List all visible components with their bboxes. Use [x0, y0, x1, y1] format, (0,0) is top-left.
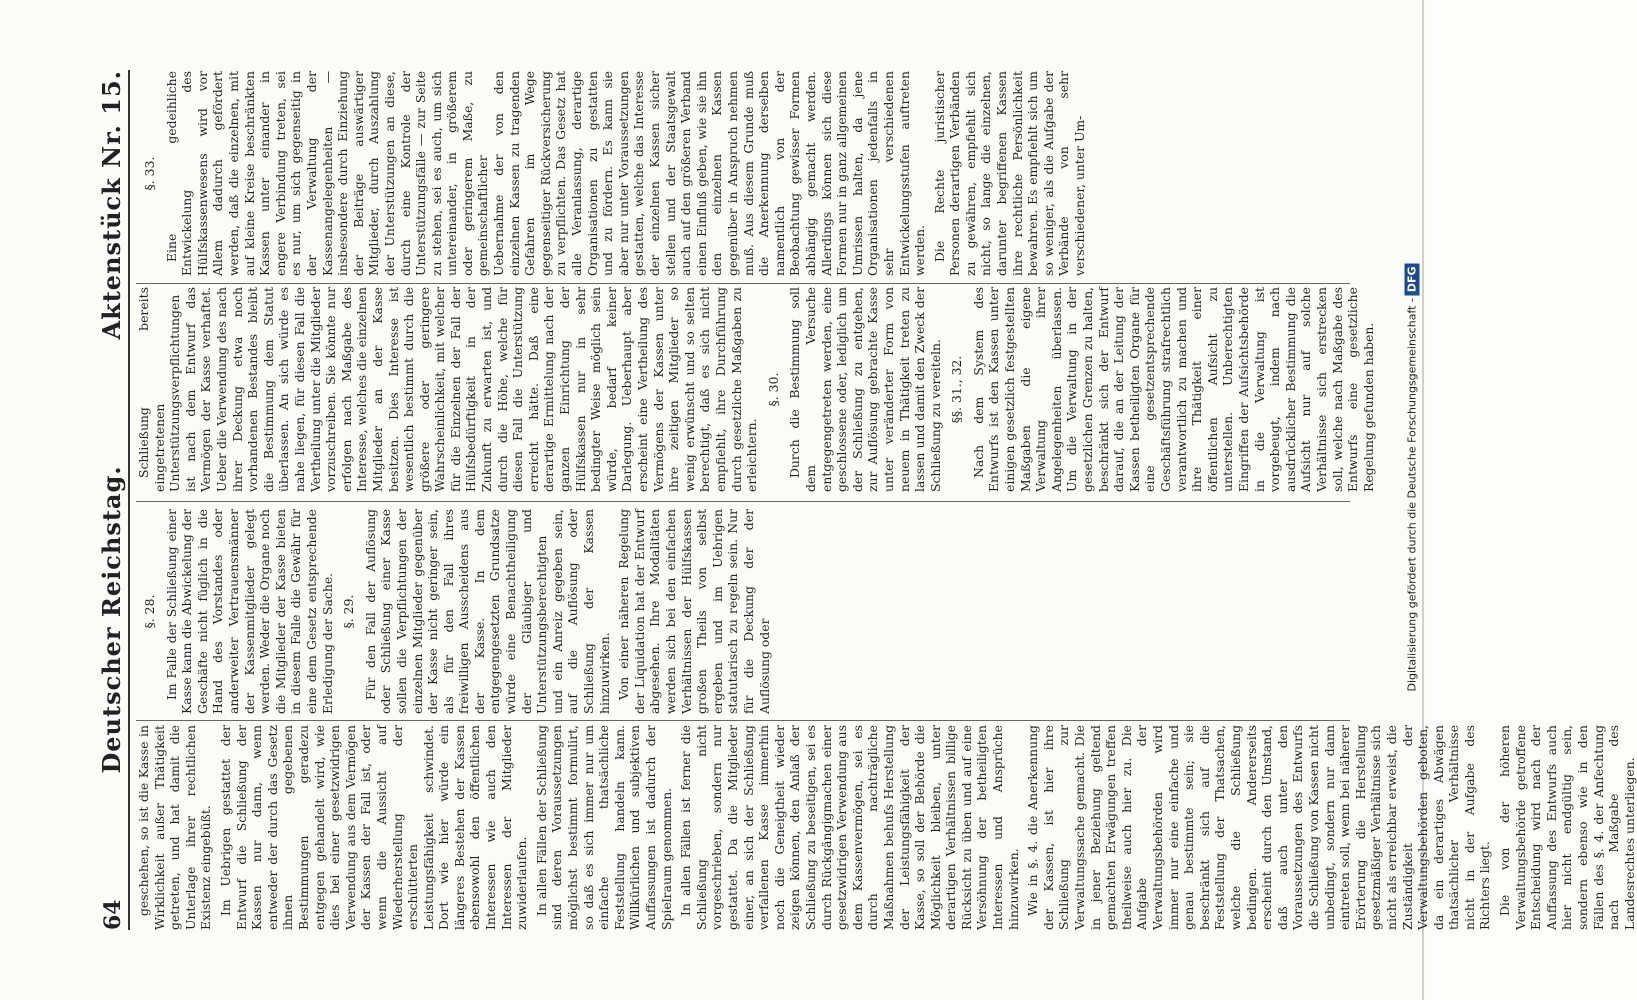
document-title: Aktenstück Nr. 15. [97, 70, 126, 340]
paragraph: Wie in §. 4. die Anerkennung der Kassen, ist hier ihre Schließung zur Verwaltungssache gemacht. Die in jener Beziehung geltend gemachten Erwägungen treffen theilweise auch hier zu. Die Aufgabe der Verwaltungsbehörden wird immer nur eine einfache und genau bestimmte sein; sie beschränkt sich auf die Feststellung der Thatsachen, welche die Schließung bedingen. Andererseits erscheint durch den Umstand, daß auch unter den Voraussetzungen des Entwurfs die Schließung von Kassen nicht unbedingt, sondern nur dann eintreten soll, wenn bei näherer Erörterung die Herstellung gesetzmäßiger Verhältnisse sich nicht als erreichbar erweist, die Zuständigkeit der Verwaltungsbehörden geboten, da ein derartiges Abwägen thatsächlicher Verhältnisse nicht in der Aufgabe des Richters liegt. [1025, 725, 1493, 930]
digitization-note [1405, 266, 1419, 692]
paragraph: Von einer näheren Regelung der Liquidation hat der Entwurf abgesehen. Ihre Modalitäten werden sich bei den einfachen Verhältnissen der Hülfskassen großen Theils von selbst ergeben und im Uebrigen statutarisch zu regeln sein. Nur für die Deckung der der Auflösung oder [616, 509, 772, 714]
paragraph: Durch die Bestimmung soll dem Versuche entgegengetreten werden, eine geschlossene oder, lediglich um der Schließung zu entgehen, zur Auflösung gebrachte Kasse unter veränderter Form von neuem in Thätigkeit treten zu lassen und damit den Zweck der Schließung zu vereiteln. [787, 287, 943, 492]
paragraph: Nach dem System des Entwurfs ist den Kassen unter einigen gesetzlich festgestellten Maßgaben die eigene Verwaltung ihrer Angelegenheiten überlassen. Um die Verwaltung in der gesetzlichen Grenzen zu halten, beschränkt sich der Entwurf darauf, die an der Leitung der Kassen betheiligten Organe für eine gesetzentsprechende Geschäftsführung strafrechtlich verantwortlich zu machen und ihre Thätigkeit einer öffentlichen Aufsicht zu unterstellen. Unberechtigten Eingriffen der Aufsichtsbehörde in die Verwaltung ist vorgebeugt, indem nach ausdrücklicher Bestimmung die Aufsicht nur auf solche Verhältnisse sich erstrecken soll, welche nach Maßgabe des Entwurfs eine gesetzliche Regelung gefunden haben. [970, 287, 1376, 492]
page-header [80, 70, 126, 930]
section-heading: §. 30. [765, 372, 781, 407]
column-divider [136, 283, 1350, 284]
section-heading: §. 33. [142, 156, 157, 191]
section-heading: §§. 31., 32. [949, 355, 965, 424]
paragraph: Die Rechte juristischer Personen derartigen Verbänden zu gewähren, empfiehlt sich nicht, so lange die einzelnen, darunter begriffenen Kassen ihre rechtliche Persönlichkeit bewahren. Es empfiehlt sich um so weniger, als die Aufgabe der Verbände von sehr verschiedener, unter Um- [931, 71, 1088, 276]
text-column-2 [136, 509, 1350, 714]
digitization-text: Digitalisierung gefördert durch die Deutsche Forschungsgemeinschaft - [1405, 298, 1419, 692]
paragraph: Für den Fall der Auflösung oder Schließung einer Kasse sollen die Verpflichtungen der einzelnen Mitglieder gegenüber der Kasse nicht geringer sein, als für den Fall ihres freiwilligen Ausscheidens aus der Kasse. In dem entgegengesetzten Grundsatze würde eine Benachtheiligung der Gläubiger und Unterstützungsberechtigten und ein Anreiz gegeben sein, auf die Auflösung oder Schließung der Kassen hinzuwirken. [362, 509, 612, 714]
text-column-3 [136, 287, 1376, 492]
paragraph: Im Falle der Schließung einer Kasse kann die Abwickelung der Geschäfte nicht füglich in die Hand des Vorstandes oder anderweiter Vertrauensmänner der Kassenmitglieder gelegt werden. Weder die Organe noch die Mitglieder der Kasse bieten in diesem Falle die Gewähr für eine dem Gesetz entsprechende Erledigung der Sache. [163, 509, 335, 714]
page-number: 64 [100, 899, 126, 930]
section-heading: §. 29. [341, 594, 357, 629]
column-divider [136, 720, 1350, 721]
section-heading: §. 28. [142, 594, 157, 629]
paragraph: Die von der höheren Verwaltungsbehörde getroffene Entscheidung wird nach der Auffassung des Entwurfs auch hier nicht endgültig sein, sondern ebenso wie in den Fällen des §. 4. der Anfechtung nach Maßgabe des Landesrechtes unterliegen. [1497, 725, 1637, 930]
text-column-4 [136, 71, 1350, 276]
paragraph: In allen Fällen der Schließung sind deren Voraussetzungen möglichst bestimmt formulirt, so daß es sich immer nur um einfache thatsächliche Feststellung handeln kann. Willkürlichen und subjektiven Auffassungen ist dadurch der Spielraum genommen. [533, 725, 674, 930]
header-rule [128, 70, 130, 930]
paragraph: Schließung bereits eingetretenen Unterstützungsverpflichtungen ist nach dem Entwurf das Vermögen der Kasse verhaftet. Ueber die Verwendung des nach ihrer Deckung etwa noch vorhandenen Bestandes bleibt die Bestimmung dem Statut überlassen. An sich würde es nahe liegen, für diesen Fall die Vertheilung unter die Mitglieder vorzuschreiben. Sie könnte nur erfolgen nach Maßgabe des Interesse, welches die einzelnen Mitglieder an der Kasse besitzen. Dies Interesse ist wesentlich bestimmt durch die größere oder geringere Wahrscheinlichkeit, mit welcher für die Einzelnen der Fall der Hülfsbedürftigkeit in der Zukunft zu erwarten ist, und durch die Höhe, welche für diesen Fall die Unterstützung erreicht hätte. Daß eine derartige Ermittelung nach der ganzen Einrichtung der Hülfskassen nur in sehr bedingter Weise möglich sein würde, bedarf keiner Darlegung. Ueberhaupt aber erscheint eine Vertheilung des Vermögens der Kassen unter ihre zeitigen Mitglieder so wenig erwünscht und so selten berechtigt, daß es sich nicht empfiehlt, ihre Durchführung durch gesetzliche Maßgaben zu erleichtern. [136, 287, 760, 492]
paragraph: Eine gedeihliche Entwickelung des Hülfskassenwesens wird vor Allem dadurch gefördert werden, daß die einzelnen, mit auf kleine Kreise beschränkten Kassen unter einander in engere Verbindung treten, sei es nur, um sich gegenseitig in der Verwaltung der Kassenangelegenheiten — insbesondere durch Einziehung der Beiträge auswärtiger Mitglieder, durch Auszahlung der Unterstützungen an diese, durch eine Kontrole der Unterstützungsfälle — zur Seite zu stehen, sei es auch, um sich untereinander, in größerem oder geringerem Maße, zu gemeinschaftlicher Uebernahme der von den einzelnen Kassen zu tragenden Gefahren im Wege gegenseitiger Rückversicherung zu verpflichten. Das Gesetz hat alle Veranlassung, derartige Organisationen zu gestatten und zu fördern. Es kann sie aber nur unter Voraussetzungen gestatten, welche das Interesse der einzelnen Kassen sicher stellen und der Staatsgewalt auch auf den größeren Verband einen Einfluß geben, wie sie ihn den einzelnen Kassen gegenüber in Anspruch nehmen muß. Aus diesem Grunde muß die Anerkennung derselben namentlich von der Beobachtung gewisser Formen abhängig gemacht werden. Allerdings können sich diese Formen nur in ganz allgemeinen Umrissen halten, da jene Organisationen jedenfalls in sehr verschiedenen Entwickelungsstufen auftreten werden. [163, 71, 928, 276]
text-column-1 [136, 725, 1637, 930]
column-divider [136, 501, 1350, 502]
paragraph: geschehen, so ist die Kasse in Wirklichkeit außer Thätigkeit getreten, und hat damit die Unterlage ihrer rechtlichen Existenz eingebüßt. [136, 725, 214, 930]
paragraph: In allen Fällen ist ferner die Schließung nicht vorgeschrieben, sondern nur gestattet. Da die Mitglieder einer, an sich der Schließung verfallenen Kasse immerhin noch die Geneigtheit wieder zeigen können, den Anlaß der Schließung zu beseitigen, sei es durch Rückgängigmachen einer gesetzwidrigen Verwendung aus dem Kassenvermögen, sei es durch nachträgliche Maßnahmen behufs Herstellung der Leistungsfähigkeit der Kasse, so soll der Behörde die Möglichkeit bleiben, unter derartigen Verhältnissen billige Rücksicht zu üben und auf eine Versöhnung der betheiligten Interessen und Ansprüche hinzuwirken. [678, 725, 1021, 930]
paragraph: Im Uebrigen gestattet der Entwurf die Schließung der Kassen nur dann, wenn entweder der durch das Gesetz ihnen gegebenen Bestimmungen geradezu entgegen gehandelt wird, wie dies bei einer gesetzwidrigen Verwendung aus dem Vermögen der Kassen der Fall ist, oder wenn die Aussicht auf Wiederherstellung der erschütterten Leistungsfähigkeit schwindet. Dort wie hier würde ein längeres Bestehen der Kassen ebensowohl den öffentlichen Interessen wie auch den Interessen der Mitglieder zuwiderlaufen. [217, 725, 530, 930]
journal-title: Deutscher Reichstag. [97, 465, 126, 774]
dfg-logo: DFG [1405, 263, 1420, 295]
